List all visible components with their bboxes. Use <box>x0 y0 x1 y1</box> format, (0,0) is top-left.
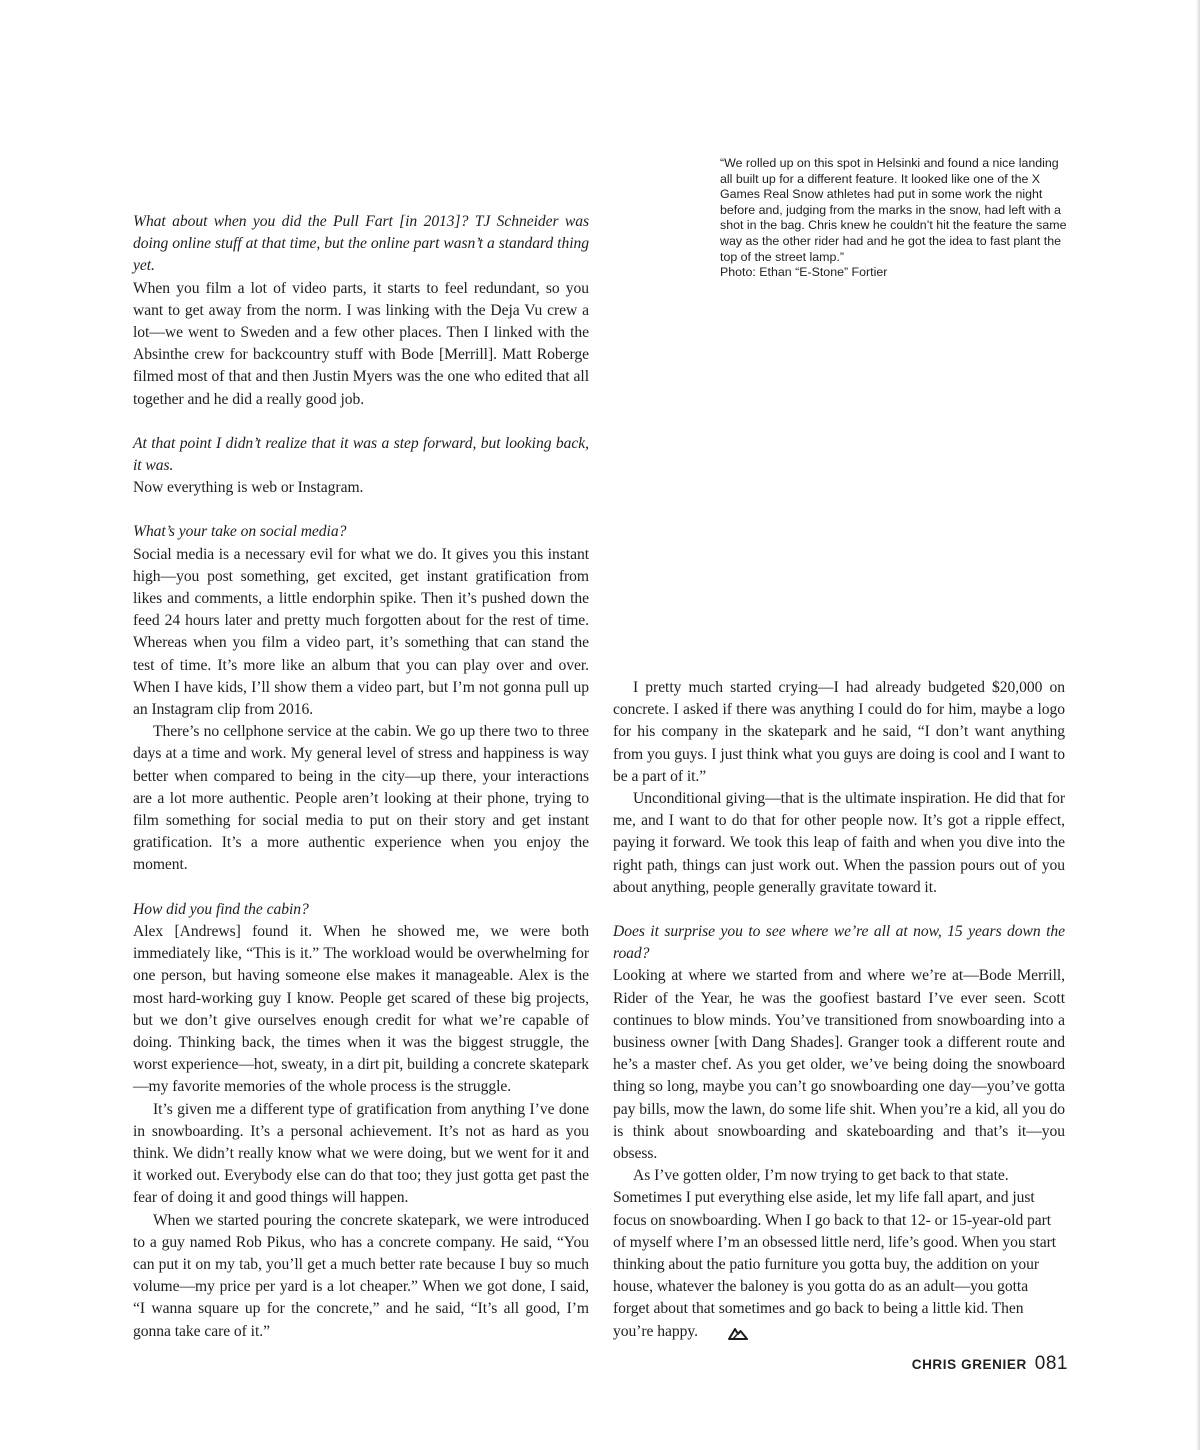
answer-fifteen-years-p2-wrap <box>613 1165 1065 1343</box>
question-step-forward: At that point I didn’t realize that it was a step forward, but looking back, it was. <box>133 434 589 475</box>
article-column-left <box>133 211 589 1343</box>
qa-cabin <box>133 899 589 1343</box>
continued-answer <box>613 677 1065 899</box>
qa-step-forward <box>133 433 589 500</box>
answer-cabin-p1: Alex [Andrews] found it. When he showed me, we were both immediately like, “This is it.” The workload would be overwhelming for one person, but having someone else makes it manageable. Alex is the most hard-working guy I know. People get scared of these big projects, but we don’t give ourselves enough credit for what we’re capable of doing. Thinking back, the times when it was the biggest struggle, the worst experience—hot, sweaty, in a dirt pit, building a concrete skatepark—my favorite memories of the whole process is the struggle. <box>133 922 589 1096</box>
caption-text: “We rolled up on this spot in Helsinki and found a nice landing all built up for a different feature. It looked like one of the X Games Real Snow athletes had put in some work the night before and, judging from the marks in the snow, had left with a shot in the bag. Chris knew he couldn’t hit the feature the same way as the other rider had and he got the idea to fast plant the top of the street lamp.” <box>720 156 1067 264</box>
answer-step-forward: Now everything is web or Instagram. <box>133 479 364 497</box>
question-fifteen-years: Does it surprise you to see where we’re all at now, 15 years down the road? <box>613 923 1065 963</box>
footer-name: CHRIS GRENIER <box>911 1357 1027 1372</box>
photo-caption <box>720 156 1072 281</box>
answer-fifteen-years-p1: Looking at where we started from and where we’re at—Bode Merrill, Rider of the Year, he was the goofiest bastard I’ve ever seen. Scott continues to blow minds. You’ve transitioned from snowboarding into a business owner [with Dang Shades]. Granger took a different route and he’s a master chef. As you get older, we’ve being doing the snowboard thing so long, maybe you can’t go snowboarding one day—you’ve gotta pay bills, mow the lawn, do some life shit. When you’re a kid, all you do is think about snowboarding and skateboarding and that’s it—you obsess. <box>613 967 1065 1163</box>
page-edge-shadow <box>1196 0 1200 1450</box>
answer-fifteen-years-p2: As I’ve gotten older, I’m now trying to get back to that state. Sometimes I put everything else aside, let my life fall apart, and just focus on snowboarding. When I go back to that 12- or 15-year-old part of myself where I’m an obsessed little nerd, life’s good. When you start thinking about the patio furniture you gotta buy, the addition on your house, whatever the baloney is you gotta do as an adult—you gotta forget about that sometimes and go back to being a little kid. Then you’re happy. <box>613 1167 1057 1340</box>
qa-pull-fart <box>133 211 589 411</box>
mountain-end-mark-icon <box>708 1325 728 1339</box>
answer-concrete-p2: Unconditional giving—that is the ultimate inspiration. He did that for me, and I want to do that for other people now. It’s got a ripple effect, paying it forward. We took this leap of faith and when you dive into the right path, things can just work out. When the passion pours out of you about anything, people generally gravitate toward it. <box>613 790 1065 896</box>
answer-cabin-p3: When we started pouring the concrete skatepark, we were introduced to a guy named Rob Pikus, who has a concrete company. He said, “You can put it on my tab, you’ll get a much better rate because I buy so much volume—my price per yard is a lot cheaper.” When we got done, I said, “I wanna square up for the concrete,” and he said, “It’s all good, I’m gonna take care of it.” <box>133 1211 589 1340</box>
answer-cabin-p2: It’s given me a different type of gratification from anything I’ve done in snowboarding. It’s a personal achievement. It’s not as hard as you think. We didn’t really know what we were doing, but we went for it and it worked out. Everybody else can do that too; they just gotta get past the fear of doing it and good things will happen. <box>133 1100 589 1207</box>
answer-pull-fart: When you film a lot of video parts, it starts to feel redundant, so you want to get away from the norm. I was linking with the Deja Vu crew a lot—we went to Sweden and a few other places. Then I linked with the Absinthe crew for backcountry stuff with Bode [Merrill]. Matt Roberge filmed most of that and then Justin Myers was the one who edited that all together and he did a really good job. <box>133 279 589 408</box>
page-footer <box>868 1353 1068 1381</box>
answer-social-media-p2: There’s no cellphone service at the cabin. We go up there two to three days at a time and work. My general level of stress and happiness is way better when compared to being in the city—up there, your interactions are a lot more authentic. People aren’t looking at their phone, trying to film something for social media to put on their story and get instant gratification. It’s a more authentic experience when you enjoy the moment. <box>133 723 589 874</box>
question-pull-fart: What about when you did the Pull Fart [in 2013]? TJ Schneider was doing online stuff at that time, but the online part wasn’t a standard thing yet. <box>133 213 589 275</box>
answer-concrete-p1: I pretty much started crying—I had already budgeted $20,000 on concrete. I asked if there was anything I could do for him, maybe a logo for his company in the skatepark and he said, “I don’t want anything from you guys. I just think what you guys are doing is cool and I want to be a part of it.” <box>613 679 1065 785</box>
page-number: 081 <box>1034 1353 1068 1374</box>
question-cabin: How did you find the cabin? <box>133 900 309 918</box>
article-column-right <box>613 677 1065 1343</box>
answer-social-media-p1: Social media is a necessary evil for what we do. It gives you this instant high—you post something, get excited, get instant gratification from likes and comments, a little endorphin spike. Then it’s pushed down the feed 24 hours later and pretty much forgotten about for the rest of time. Whereas when you film a video part, it’s something that can stand the test of time. It’s more like an album that you can play over and over. When I have kids, I’ll show them a video part, but I’m not gonna pull up an Instagram clip from 2016. <box>133 545 589 719</box>
qa-social-media <box>133 521 589 876</box>
caption-credit: Photo: Ethan “E-Stone” Fortier <box>720 265 888 280</box>
qa-fifteen-years <box>613 921 1065 1343</box>
question-social-media: What’s your take on social media? <box>133 523 347 541</box>
